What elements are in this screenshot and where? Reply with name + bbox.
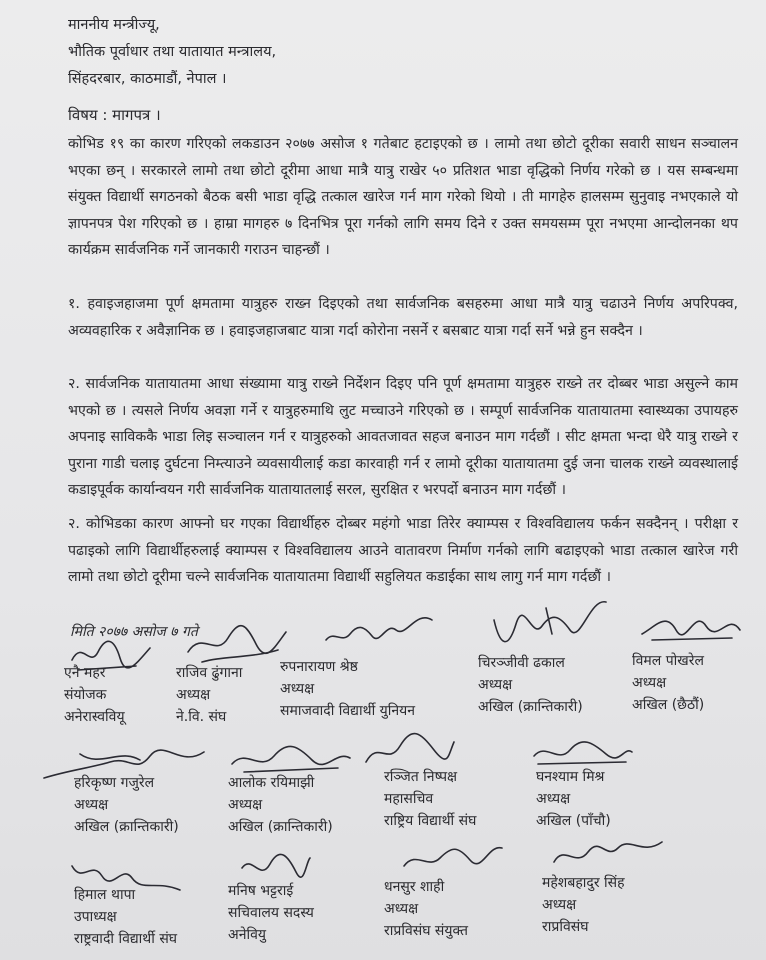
signatory-role: अध्यक्ष xyxy=(384,901,419,917)
signature-scrawl xyxy=(636,600,746,650)
signatory-role: उपाध्यक्ष xyxy=(74,909,117,925)
signatory-name: राजिव ढुंगाना xyxy=(176,665,243,681)
signatory-name: मनिष भट्टराई xyxy=(228,883,294,899)
intro-paragraph: कोभिड १९ का कारण गरिएको लकडाउन २०७७ असोज १ गतेबाट हटाइएको छ । लामो तथा छोटो दूरीका सवारी साधन सञ्चालन भएका छन् । सरकारले लामो तथा छोटो दूरीमा आधा मात्रै यात्रु राखेर ५० प्रतिशत भाडा वृद्धिको निर्णय गरेको छ । यस सम्बन्धमा संयुक्त विद्यार्थी सगठनको बैठक बसी भाडा वृद्धि तत्काल खारेज गर्न माग गरेको थियो । ती मागहेरु हालसम्म सुनुवाइ नभएकाले यो ज्ञापनपत्र पेश गरिएको छ । हाम्रा मागहरु ७ दिनभित्र पूरा गर्नको लागि समय दिने र उक्त समयसम्म पूरा नभएमा आन्दोलनका थप कार्यक्रम सार्वजनिक गर्ने जानकारी गराउन चाहन्छौं । xyxy=(68,136,738,259)
demand-point-2: २. सार्वजनिक यातायातमा आधा संख्यामा यात्रु राख्ने निर्देशन दिइए पनि पूर्ण क्षमतामा यात्रुहरु राख्ने तर दोब्बर भाडा असुल्ने काम भएको छ । त्यसले निर्णय अवज्ञा गर्ने र यात्रुहरुमाथि लुट मच्चाउने गरिएको छ । सम्पूर्ण सार्वजनिक यातायातमा स्वास्थ्यका उपायहरु अपनाइ साविककै भाडा लिइ सञ्चालन गर्न र यात्रुहरुको आवतजावत सहज बनाउन माग गर्दछौं । सीट क्षमता भन्दा धेरै यात्रु राख्ने र पुराना गाडी चलाइ दुर्घटना निम्त्याउने व्यवसायीलाई कडा कारवाही गर्न र लामो दूरीका यातायातमा दुई जना चालक राख्ने व्यवस्थालाई कडाइपूर्वक कार्यान्वयन गरी सार्वजनिक यातायातलाई सरल, सुरक्षित र भरपर्दो बनाउन माग गर्दछौं । xyxy=(68,376,738,499)
signatory-role: अध्यक्ष xyxy=(478,677,513,693)
signatory-role: अध्यक्ष xyxy=(228,797,263,813)
signatory-name: रञ्जित निष्पक्ष xyxy=(384,769,458,785)
signatory-name: रुपनारायण श्रेष्ठ xyxy=(280,659,358,675)
signatory-role: अध्यक्ष xyxy=(536,791,571,807)
signatory-role: संयोजक xyxy=(64,687,107,703)
signatory-org: राष्ट्रिय विद्यार्थी संघ xyxy=(384,813,477,829)
signatory-block xyxy=(542,872,625,938)
recipient-line: माननीय मन्त्रीज्यू, xyxy=(68,17,160,33)
signatory-org: अखिल (छैठौं) xyxy=(632,697,705,713)
signatory-name: धनसुर शाही xyxy=(384,879,445,895)
signatory-block xyxy=(74,772,179,838)
signatory-org: अखिल (क्रान्तिकारी) xyxy=(74,819,179,835)
signatory-name: आलोक रयिमाझी xyxy=(228,775,315,791)
recipient-line: सिंहदरबार, काठमाडौं, नेपाल । xyxy=(68,71,227,87)
signatory-org: अनेरास्ववियू xyxy=(64,709,125,725)
signatory-name: हिमाल थापा xyxy=(74,887,136,903)
signatory-block xyxy=(176,662,242,728)
signatory-org: ने.वि. संघ xyxy=(176,709,227,725)
signature-scrawl xyxy=(182,618,292,668)
signatory-block xyxy=(228,772,333,838)
date-line: मिति २०७७ असोज ७ गते xyxy=(70,624,198,640)
signatory-role: अध्यक्ष xyxy=(280,681,315,697)
signature-scrawl xyxy=(398,836,508,880)
signatory-org: अनेवियु xyxy=(228,927,266,943)
signatory-role: सचिवालय सदस्य xyxy=(228,905,314,921)
signatory-block xyxy=(536,766,611,832)
demand-point-1: १. हवाइजहाजमा पूर्ण क्षमतामा यात्रुहरु राख्न दिइएको तथा सार्वजनिक बसहरुमा आधा मात्रै यात्रु चढाउने निर्णय अपरिपक्व, अव्यवहारिक र अवैज्ञानिक छ । हवाइजहाजबाट यात्रा गर्दा कोरोना नसर्ने र बसबाट यात्रा गर्दा सर्ने भन्ने हुन सक्दैन । xyxy=(68,296,738,339)
signatory-block xyxy=(632,650,704,716)
signatory-org: राष्ट्रवादी विद्यार्थी संघ xyxy=(74,931,178,947)
signatory-org: राप्रविसंघ xyxy=(542,919,589,935)
signatory-role: अध्यक्ष xyxy=(176,687,211,703)
signatory-name: एनै महर xyxy=(64,665,106,681)
signatory-org: समाजवादी विद्यार्थी युनियन xyxy=(280,703,416,719)
demand-point-3: २. कोभिडका कारण आफ्नो घर गएका विद्यार्थीहरु दोब्बर महंगो भाडा तिरेर क्याम्पस र विश्वविद्यालय फर्कन सक्दैनन् । परीक्षा र पढाइको लागि विद्यार्थीहरुलाई क्याम्पस र विश्वविद्यालय आउने वातावरण निर्माण गर्नको लागि बढाइएको भाडा तत्काल खारेज गरी लामो तथा छोटो दूरीमा चल्ने सार्वजनिक यातायातमा विद्यार्थी सहुलियत कडाईका साथ लागु गर्न माग गर्दछौं । xyxy=(68,516,739,586)
signatory-org: अखिल (पाँचौ) xyxy=(536,813,611,829)
signatory-org: अखिल (क्रान्तिकारी) xyxy=(228,819,333,835)
signatory-block xyxy=(228,880,314,946)
signatory-block xyxy=(384,876,468,942)
signature-scrawl xyxy=(320,600,440,660)
signatory-role: अध्यक्ष xyxy=(74,797,109,813)
signatory-block xyxy=(280,656,415,722)
signatory-org: अखिल (क्रान्तिकारी) xyxy=(478,699,583,715)
signatory-name: विमल पोखरेल xyxy=(632,653,704,669)
signatory-block xyxy=(74,884,177,950)
signatory-block xyxy=(64,662,125,728)
signatory-role: अध्यक्ष xyxy=(542,897,577,913)
signatory-role: अध्यक्ष xyxy=(632,675,667,691)
signatory-block xyxy=(384,766,476,832)
signatory-org: राप्रविसंघ संयुक्त xyxy=(384,923,468,939)
signatory-block xyxy=(478,652,583,718)
recipient-address xyxy=(68,12,276,93)
signature-scrawl xyxy=(486,590,616,660)
recipient-line: भौतिक पूर्वाधार तथा यातायात मन्त्रालय, xyxy=(68,44,277,60)
signatory-name: घनश्याम मिश्र xyxy=(536,769,605,785)
signatory-name: हरिकृष्ण गजुरेल xyxy=(74,775,155,791)
signatory-name: चिरञ्जीवी ढकाल xyxy=(478,655,565,671)
signatory-role: महासचिव xyxy=(384,791,434,807)
subject-line: विषय : मागपत्र । xyxy=(68,106,161,124)
signatory-name: महेशबहादुर सिंह xyxy=(542,875,625,891)
